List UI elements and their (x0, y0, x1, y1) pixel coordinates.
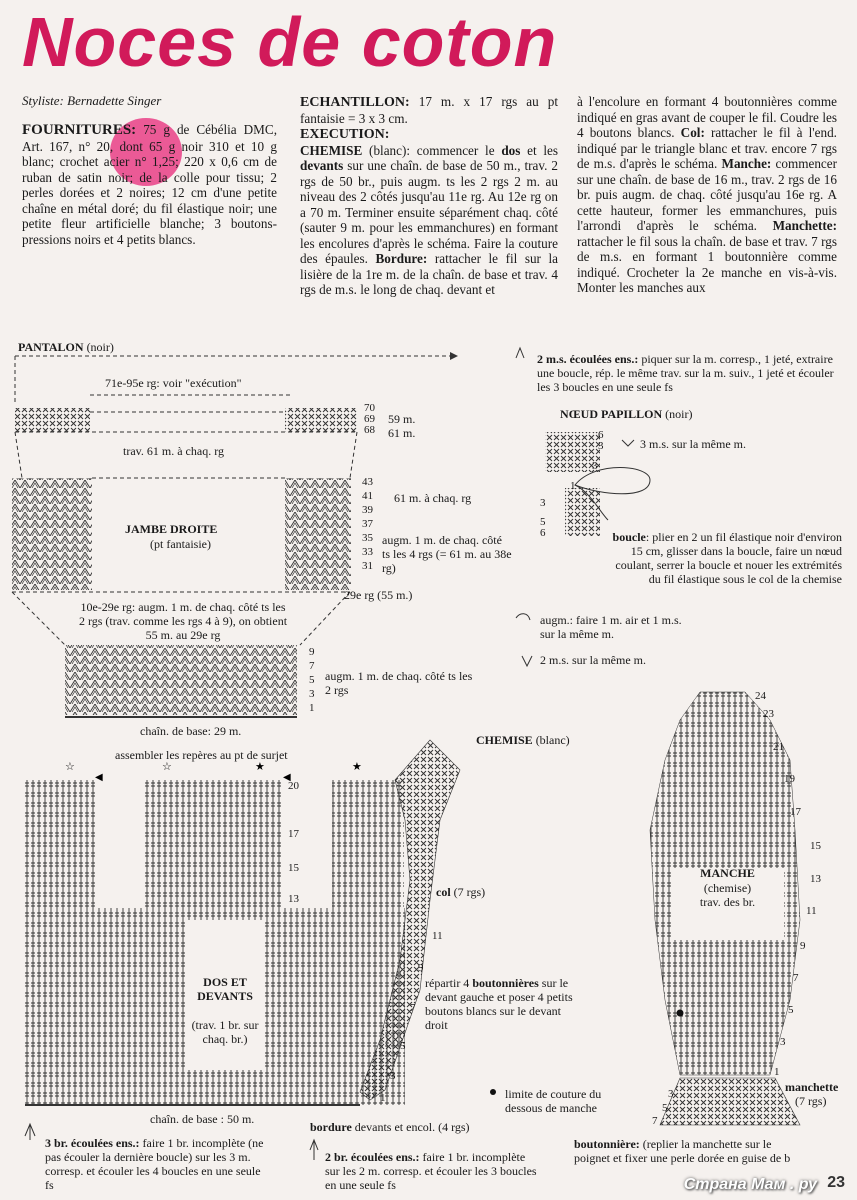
dos-sub-2: chaq. br.) (202, 1032, 248, 1046)
legend-boucle-label: boucle (612, 530, 646, 544)
col-callout-rgs: (7 rgs) (453, 885, 486, 899)
execution-label: EXECUTION: (300, 127, 390, 142)
dos-sub-1: (trav. 1 br. sur (191, 1018, 259, 1032)
legend-3br-text: faire 1 br. incomplète (ne pas écouler la dernière boucle) sur les 3 m. corresp. et écouler les 4 boucles en une seule fs (45, 1136, 264, 1192)
pantalon-bottom-row-numbers (309, 645, 315, 715)
chemise-row-number: 20 (288, 780, 299, 792)
augm-2rgs-label: augm. 1 m. de chaq. côté ts les 2 rgs (325, 669, 473, 697)
row-number: 33 (362, 546, 373, 558)
chemise-side-number: 9 (418, 962, 424, 974)
watermark: Страна Мам . ру (683, 1176, 817, 1193)
jambe-title: JAMBE DROITE (125, 522, 218, 536)
noeud-row-number: 1 (570, 480, 576, 492)
legend-3br-ecoulees (45, 1136, 265, 1192)
col-label: Col: (680, 125, 705, 140)
chemise-heading-suffix: (blanc) (535, 733, 570, 747)
chemise-side-number: 11 (432, 930, 443, 942)
row-number: 5 (309, 674, 315, 686)
svg-text:★: ★ (352, 761, 362, 773)
count-59: 59 m. (388, 412, 416, 426)
pantalon-mid-row-numbers (362, 475, 373, 573)
legend-2ms-same: 2 m.s. sur la même m. (540, 653, 646, 667)
manche-row-number: 1 (774, 1066, 780, 1078)
cuff-number: 3 (668, 1088, 674, 1100)
manche-row-number: 24 (755, 690, 766, 702)
row-number: 3 (540, 497, 546, 509)
pantalon-heading (18, 340, 114, 354)
manchette-callout-rgs: (7 rgs) (795, 1094, 827, 1108)
noeud-suffix: (noir) (665, 407, 693, 421)
chemise-row-number: 15 (288, 862, 299, 874)
chemise-label: CHEMISE (300, 142, 363, 158)
chemise-text-a: (blanc): commencer le (369, 142, 495, 158)
manche-text: commencer sur une chaîn. de base de 16 m., trav. 2 rgs de 16 br. puis augm. de chaq. côté jusqu'au 16e rg. A cette hauteur, former les emmanchures, puis l'arrondi d'après le schéma. (577, 156, 838, 233)
fournitures-label: FOURNITURES: (22, 122, 137, 138)
svg-text:◀: ◀ (95, 772, 103, 783)
row-number: 68 (364, 424, 375, 436)
legend-2br-text: faire 1 br. incomplète sur les 2 m. corresp. et écouler les 3 boucles en une seule fs (325, 1150, 537, 1192)
legend-3ms-same: 3 m.s. sur la même m. (640, 437, 746, 451)
row-number: 43 (362, 476, 373, 488)
row-number: 3 (309, 688, 315, 700)
cuff-number: 5 (662, 1102, 668, 1114)
repartir-text-a: répartir 4 (425, 976, 470, 990)
row-29-label: 29e rg (55 m.) (344, 588, 413, 602)
repartir-text-b: sur le devant gauche et poser 4 petits boutons blancs sur le devant droit (425, 976, 573, 1032)
legend-2ms-ecoulees-text: piquer sur la m. corresp., 1 jeté, extraire une boucle, rép. le même trav. sur la m. suiv., 1 jeté et écouler les 3 boucles en une seule fs (537, 352, 834, 394)
chemise-heading-label: CHEMISE (476, 733, 533, 747)
dos-title-2: DEVANTS (197, 989, 253, 1003)
chemise-chain-base: chaîn. de base : 50 m. (150, 1112, 255, 1126)
fournitures-text: 75 g de Cébélia DMC, Art. 167, n° 20, dont 65 g noir 310 et 10 g blanc; crochet acier n° 1,25; 220 x 0,6 cm de ruban de satin noir; de la colle pour tissu; 2 perles dorées et 2 noires; 12 cm d'une petite chaîne en métal doré; du fil élastique noir; une petite fleur artificielle blanche; 3 boutons-pressions noirs et 4 petits blancs. (22, 122, 277, 247)
legend-augm: augm.: faire 1 m. air et 1 m.s. sur la même m. (540, 613, 682, 641)
row-number: 70 (364, 402, 375, 414)
svg-text:◀: ◀ (283, 772, 291, 783)
chemise-side-number: 7 (410, 1002, 416, 1014)
chemise-side-number: 1 (380, 1092, 386, 1104)
dos-word: dos (501, 142, 521, 158)
bordure-text: rattacher le fil sur la lisière de la 1re m. de la chaîn. de base et trav. 4 rgs de m.s. le long de chaq. devant et (300, 251, 559, 297)
manche-label: Manche: (721, 156, 772, 171)
legend-boucle (612, 530, 842, 586)
col-callout (436, 885, 485, 899)
noeud-row-number: 3 (592, 460, 598, 472)
column3-text-a: à l'encolure en formant 4 boutonnières comme indiqué en gras avant de couper le fil. Coudre les 4 boutons blancs. (577, 94, 837, 140)
manche-row-number: 5 (788, 1004, 794, 1016)
row-number: 7 (309, 660, 315, 672)
manche-row-number: 13 (810, 873, 821, 885)
augm-4rgs-label: augm. 1 m. de chaq. côté ts les 4 rgs (= 61 m. au 38e rg) (382, 533, 512, 575)
row-number: 5 (540, 516, 546, 528)
boutonniere-label: boutonnière: (574, 1137, 640, 1151)
bordure-label: Bordure: (375, 251, 428, 266)
assembler-label: assembler les repères au pt de surjet (115, 748, 288, 762)
manchette-text: rattacher le fil sous la chaîn. de base et trav. 7 rgs de m.s. en formant 1 boutonnière comme indiqué. Crocheter la 2e manche en vis-à-vis. Monter les manches aux (577, 233, 837, 295)
rows-10-29-label: 10e-29e rg: augm. 1 m. de chaq. côté ts les 2 rgs (trav. comme les rgs 4 à 9), on obtient 55 m. au 29e rg (78, 600, 288, 642)
legend-2ms-ecoulees-label: 2 m.s. écoulées ens.: (537, 352, 639, 366)
rows-71-95-label: 71e-95e rg: voir "exécution" (105, 376, 242, 390)
chemise-side-number: 3 (390, 1070, 396, 1082)
bordure-callout-text: devants et encol. (4 rgs) (354, 1120, 470, 1134)
noeud-row-numbers-bottom (540, 498, 546, 539)
manchette-callout-label: manchette (785, 1080, 839, 1094)
boutonniere-text: (replier la manchette sur le poignet et fixer une perle dorée en guise de b (574, 1137, 791, 1165)
bordure-callout (310, 1120, 470, 1134)
count-61: 61 m. (388, 426, 416, 440)
echantillon-text: 17 m. x 17 rgs au pt fantaisie = 3 x 3 cm. (300, 94, 558, 126)
svg-text:☆: ☆ (162, 761, 172, 773)
manche-row-number: 15 (810, 840, 821, 852)
manche-title: MANCHE (700, 866, 755, 880)
pantalon-chain-base: chaîn. de base: 29 m. (140, 724, 242, 738)
manche-sub1: (chemise) (703, 881, 752, 895)
chemise-heading (476, 733, 570, 747)
pantalon-top-row-numbers (364, 403, 375, 436)
page-number: 23 (827, 1174, 845, 1191)
cuff-number: 7 (652, 1115, 658, 1127)
row-number: 69 (364, 413, 375, 425)
manche-row-number: 7 (793, 972, 799, 984)
row-number: 41 (362, 490, 373, 502)
row-number: 37 (362, 518, 373, 530)
manche-sub2: trav. des br. (699, 895, 756, 909)
manche-row-number: 21 (773, 741, 784, 753)
pantalon-heading-suffix: (noir) (86, 340, 114, 354)
row-number: 3 (598, 440, 604, 452)
legend-2br-label: 2 br. écoulées ens.: (325, 1150, 420, 1164)
noeud-title: NŒUD PAPILLON (560, 407, 663, 421)
manche-row-number: 11 (806, 905, 817, 917)
jambe-sub: (pt fantaisie) (150, 537, 211, 551)
repartir-callout (425, 976, 577, 1032)
bordure-callout-label: bordure (310, 1120, 352, 1134)
echantillon-label: ECHANTILLON: (300, 95, 410, 110)
row-number: 31 (362, 560, 373, 572)
manche-row-number: 3 (780, 1036, 786, 1048)
manche-row-number: 23 (763, 708, 774, 720)
dos-devants-diagram (25, 740, 460, 1105)
manche-row-number: 9 (800, 940, 806, 952)
chemise-row-number: 17 (288, 828, 299, 840)
noeud-heading (560, 407, 692, 421)
dos-title-1: DOS ET (203, 975, 247, 989)
pantalon-heading-label: PANTALON (18, 340, 84, 354)
repartir-bold: boutonnières (472, 976, 539, 990)
noeud-row-numbers-top (598, 430, 604, 452)
stylist-credit: Styliste: Bernadette Singer (22, 93, 162, 108)
chemise-text-b: et les (527, 142, 559, 158)
count-61-each: 61 m. à chaq. rg (394, 491, 472, 505)
boutonniere-callout (574, 1137, 804, 1165)
row-number: 35 (362, 532, 373, 544)
col-text: rattacher le fil à l'end. indiqué par le triangle blanc et trav. encore 7 rgs de m.s. d'après le schéma. (577, 125, 837, 171)
legend-2br-ecoulees (325, 1150, 540, 1192)
svg-text:★: ★ (255, 761, 265, 773)
row-number: 39 (362, 504, 373, 516)
page-title: Noces de coton (22, 3, 558, 81)
legend-3br-label: 3 br. écoulées ens.: (45, 1136, 140, 1150)
legend-boucle-text: : plier en 2 un fil élastique noir d'environ 15 cm, glisser dans la boucle, faire un nœud coulant, serrer la boucle et nouer les extrémités du fil élastique sous le col de la chemise (615, 530, 842, 586)
row-number: 6 (540, 527, 546, 539)
chemise-side-number: 5 (400, 1040, 406, 1052)
row-number: 1 (309, 702, 315, 714)
limite-couture-label: limite de couture du dessous de manche (505, 1087, 602, 1115)
legend-2ms-ecoulees (537, 352, 837, 394)
manchette-label: Manchette: (772, 218, 838, 233)
col-callout-label: col (436, 885, 451, 899)
devants-word: devants (300, 158, 344, 173)
manche-row-number: 17 (790, 806, 801, 818)
chemise-row-number: 13 (288, 893, 299, 905)
row-number: 9 (309, 646, 315, 658)
svg-text:☆: ☆ (65, 761, 75, 773)
row-number: 6 (598, 429, 604, 441)
chemise-text-c: sur une chaîn. de base de 50 m., trav. 2 rgs de 50 br., puis augm. ts les 2 rgs 2 m. au niveau des 2 côtés jusqu'au 11e rg. Au 12e rg on a 70 m. Terminer ensuite séparément chaq. côté (sauter 9 m. pour les emmanchures) en formant les encolures d'après le schéma. Faire la couture des épaules. (300, 158, 558, 266)
manche-row-number: 19 (784, 773, 795, 785)
trav-61-label: trav. 61 m. à chaq. rg (123, 444, 224, 458)
